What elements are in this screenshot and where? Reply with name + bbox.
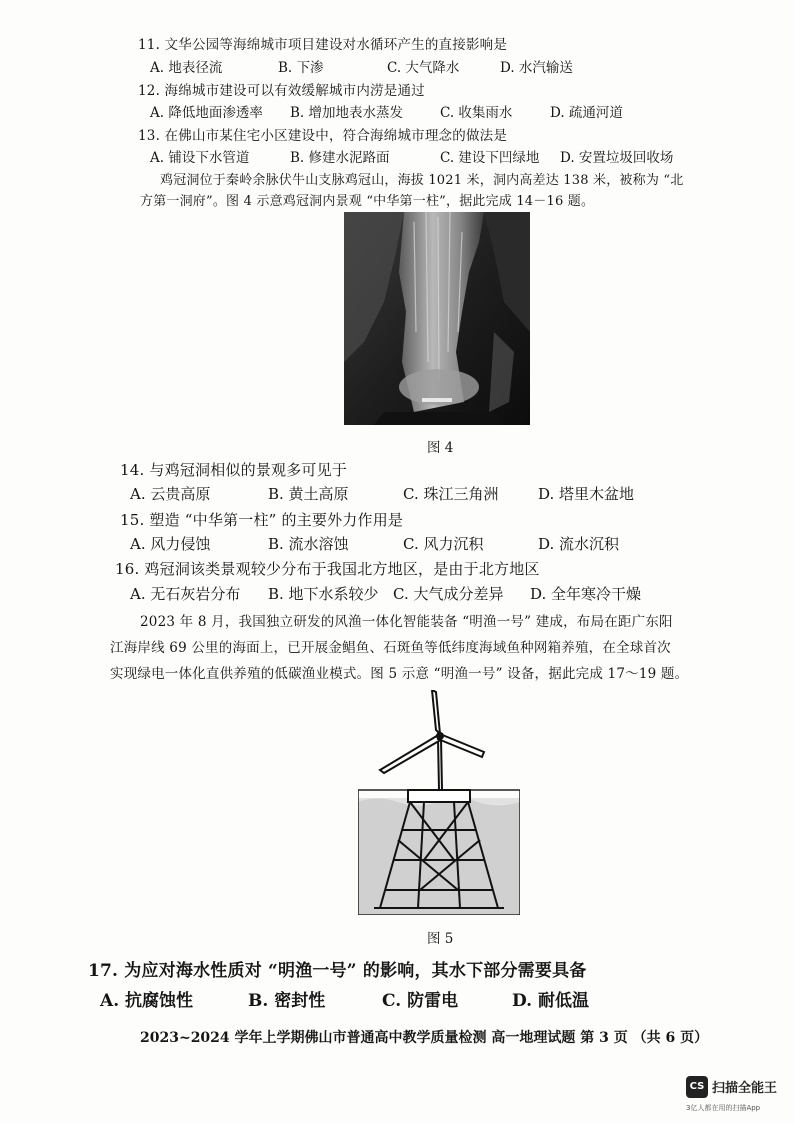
- q12-option-a: A. 降低地面渗透率: [150, 105, 263, 121]
- figure-4-cave-photo: [344, 212, 530, 425]
- question-15-stem: 15. 塑造 “中华第一柱” 的主要外力作用是: [120, 511, 404, 529]
- page-footer: 2023~2024 学年上学期佛山市普通高中教学质量检测 高一地理试题 第 3 页 （共 6 页）: [140, 1030, 709, 1046]
- q11-option-a: A. 地表径流: [150, 60, 223, 76]
- passage-2-line-1: 2023 年 8 月，我国独立研发的风渔一体化智能装备 “明渔一号” 建成，布局在距广东阳: [140, 614, 673, 630]
- q15-option-b: B. 流水溶蚀: [268, 535, 349, 553]
- q14-option-c: C. 珠江三角洲: [403, 485, 499, 503]
- passage-2-line-3: 实现绿电一体化直供养殖的低碳渔业模式。图 5 示意 “明渔一号” 设备，据此完成 17～19 题。: [110, 666, 689, 682]
- figure-5-caption: 图 5: [427, 931, 454, 947]
- q16-option-a: A. 无石灰岩分布: [130, 585, 241, 603]
- q15-option-d: D. 流水沉积: [538, 535, 620, 553]
- q14-option-a: A. 云贵高原: [130, 485, 211, 503]
- camscanner-logo-icon: CS: [686, 1076, 708, 1098]
- camscanner-subtitle: 3亿人都在用的扫描App: [686, 1104, 761, 1112]
- q12-option-c: C. 收集雨水: [440, 105, 513, 121]
- q12-option-d: D. 疏通河道: [550, 105, 623, 121]
- q16-option-b: B. 地下水系较少: [268, 585, 379, 603]
- q14-option-b: B. 黄土高原: [268, 485, 349, 503]
- passage-1-line-2: 方第一洞府”。图 4 示意鸡冠洞内景观 “中华第一柱”，据此完成 14－16 题。: [140, 194, 595, 209]
- q17-option-d: D. 耐低温: [512, 991, 589, 1011]
- q14-option-d: D. 塔里木盆地: [538, 485, 635, 503]
- question-11-stem: 11. 文华公园等海绵城市项目建设对水循环产生的直接影响是: [138, 37, 508, 53]
- q17-option-c: C. 防雷电: [382, 991, 459, 1011]
- q13-option-c: C. 建设下凹绿地: [440, 150, 540, 166]
- question-14-stem: 14. 与鸡冠洞相似的景观多可见于: [120, 461, 348, 479]
- q13-option-a: A. 铺设下水管道: [150, 150, 250, 166]
- question-16-stem: 16. 鸡冠洞该类景观较少分布于我国北方地区，是由于北方地区: [115, 560, 540, 578]
- question-12-stem: 12. 海绵城市建设可以有效缓解城市内涝是通过: [138, 83, 425, 99]
- q11-option-d: D. 水汽输送: [500, 60, 573, 76]
- q11-option-b: B. 下渗: [278, 60, 324, 76]
- question-17-stem: 17. 为应对海水性质对 “明渔一号” 的影响，其水下部分需要具备: [88, 961, 587, 981]
- q13-option-d: D. 安置垃圾回收场: [560, 150, 674, 166]
- passage-2-line-2: 江海岸线 69 公里的海面上，已开展金鲳鱼、石斑鱼等低纬度海域鱼种网箱养殖，在全球首次: [110, 640, 671, 656]
- camscanner-title: 扫描全能王: [712, 1081, 778, 1096]
- q15-option-c: C. 风力沉积: [403, 535, 484, 553]
- q17-option-a: A. 抗腐蚀性: [100, 991, 194, 1011]
- q11-option-c: C. 大气降水: [387, 60, 460, 76]
- q16-option-d: D. 全年寒冷干燥: [530, 585, 642, 603]
- q13-option-b: B. 修建水泥路面: [290, 150, 390, 166]
- q16-option-c: C. 大气成分差异: [393, 585, 504, 603]
- figure-5-wind-fishery-platform: [358, 690, 520, 915]
- figure-4-caption: 图 4: [427, 440, 454, 456]
- q15-option-a: A. 风力侵蚀: [130, 535, 211, 553]
- q12-option-b: B. 增加地表水蒸发: [290, 105, 404, 121]
- q17-option-b: B. 密封性: [248, 991, 326, 1011]
- passage-1-line-1: 鸡冠洞位于秦岭余脉伏牛山支脉鸡冠山，海拔 1021 米，洞内高差达 138 米，被称为 “北: [160, 173, 684, 188]
- question-13-stem: 13. 在佛山市某住宅小区建设中，符合海绵城市理念的做法是: [138, 128, 508, 144]
